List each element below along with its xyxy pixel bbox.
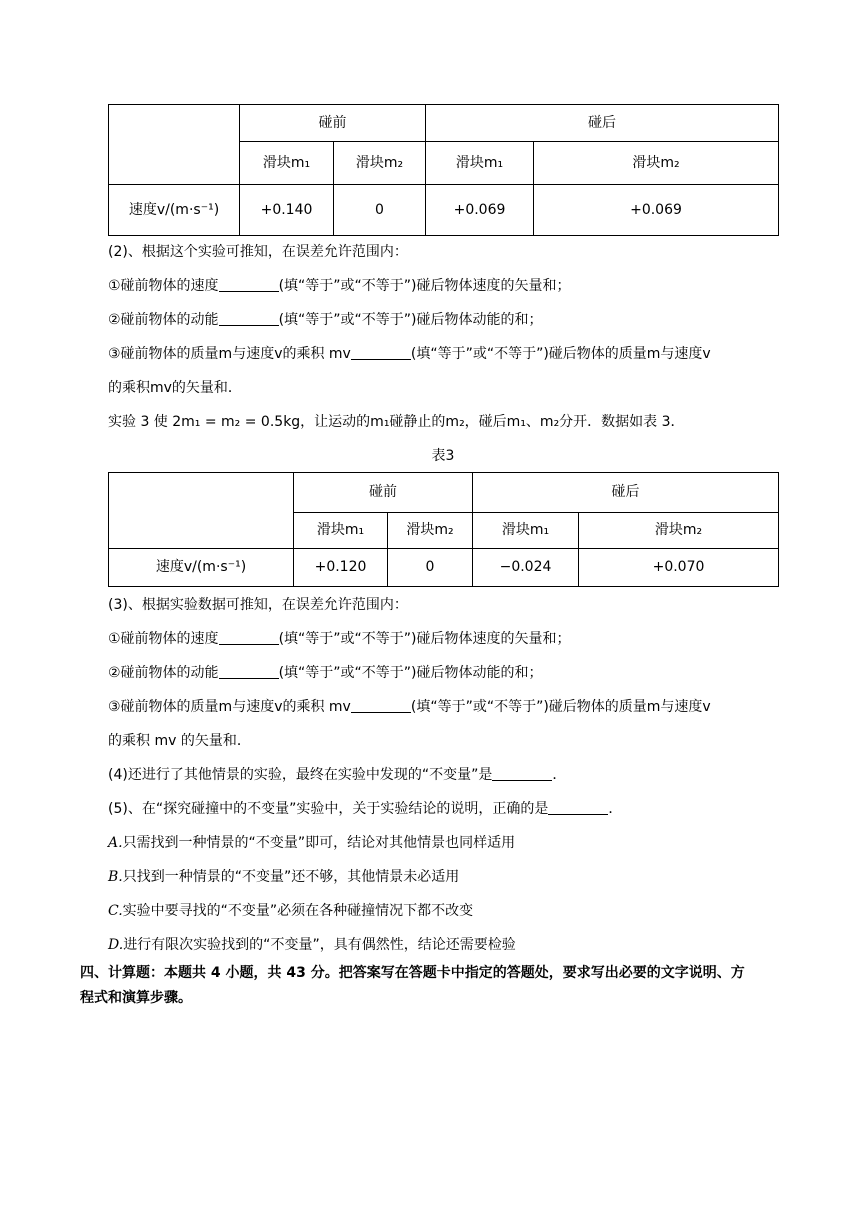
header-slider-m2: 滑块m₂ <box>334 142 426 185</box>
q2-item-3-continued: 的乘积mv的矢量和． <box>108 380 242 396</box>
section-4-heading-line-1: 四、计算题：本题共 4 小题，共 43 分。把答案写在答题卡中指定的答题处，要求写出必要的文字说明、方 <box>80 965 745 981</box>
q3-item-3 <box>108 697 711 717</box>
data-table-3 <box>108 472 779 587</box>
answer-blank[interactable] <box>351 345 411 360</box>
q3-item-2-text-b: (填“等于”或“不等于”)碰后物体动能的和； <box>278 665 543 681</box>
q2-item-2-text-b: (填“等于”或“不等于”)碰后物体动能的和； <box>278 312 543 328</box>
header-slider-m1: 滑块m₁ <box>294 513 388 549</box>
q2-intro: (2)、根据这个实验可推知，在误差允许范围内： <box>108 244 408 260</box>
header-before: 碰前 <box>240 105 426 142</box>
header-slider-m2: 滑块m₂ <box>534 142 779 185</box>
q5-text-b: ． <box>608 801 623 817</box>
q2-item-2 <box>108 310 543 330</box>
table-cell: 0 <box>388 549 473 587</box>
q5-option-c[interactable] <box>108 901 473 921</box>
q2-item-3 <box>108 344 711 364</box>
table-corner-cell <box>109 105 240 185</box>
row-label-velocity: 速度v/(m·s⁻¹) <box>109 185 240 236</box>
q3-item-3-text-a: ③碰前物体的质量m与速度v的乘积 mv <box>108 699 351 715</box>
answer-blank[interactable] <box>219 311 279 326</box>
q3-item-1 <box>108 629 571 649</box>
q2-item-1 <box>108 276 571 296</box>
q2-item-1-text-a: ①碰前物体的速度 <box>108 278 219 294</box>
experiment-3-description: 实验 3 使 2m₁ = m₂ = 0.5kg，让运动的m₁碰静止的m₂，碰后m₁、m₂分开．数据如表 3． <box>108 414 685 430</box>
answer-blank[interactable] <box>351 698 411 713</box>
table-cell: +0.140 <box>240 185 334 236</box>
table-cell: 0 <box>334 185 426 236</box>
option-text: 只找到一种情景的“不变量”还不够，其他情景未必适用 <box>122 869 460 885</box>
q5 <box>108 799 622 819</box>
q2-item-1-text-b: (填“等于”或“不等于”)碰后物体速度的矢量和； <box>278 278 571 294</box>
row-label-velocity: 速度v/(m·s⁻¹) <box>109 549 294 587</box>
data-table-2 <box>108 104 779 236</box>
header-before: 碰前 <box>294 473 473 513</box>
q5-option-d[interactable] <box>108 935 516 955</box>
option-letter: B. <box>108 869 123 885</box>
header-slider-m2: 滑块m₂ <box>579 513 779 549</box>
q4-text-a: (4)还进行了其他情景的实验，最终在实验中发现的“不变量”是 <box>108 767 493 783</box>
answer-blank[interactable] <box>548 800 608 815</box>
table-corner-cell <box>109 473 294 549</box>
header-slider-m1: 滑块m₁ <box>240 142 334 185</box>
option-text: 实验中要寻找的“不变量”必须在各种碰撞情况下都不改变 <box>122 903 474 919</box>
table-cell: +0.070 <box>579 549 779 587</box>
header-slider-m2: 滑块m₂ <box>388 513 473 549</box>
q5-option-a[interactable] <box>108 833 515 853</box>
q2-item-3-text-b: (填“等于”或“不等于”)碰后物体的质量m与速度v <box>410 346 711 362</box>
table-cell: +0.069 <box>426 185 534 236</box>
header-slider-m1: 滑块m₁ <box>426 142 534 185</box>
q3-item-3-continued: 的乘积 mv 的矢量和． <box>108 733 251 749</box>
q3-item-1-text-b: (填“等于”或“不等于”)碰后物体速度的矢量和； <box>278 631 571 647</box>
q4 <box>108 765 566 785</box>
q3-item-2 <box>108 663 543 683</box>
header-slider-m1: 滑块m₁ <box>473 513 579 549</box>
answer-blank[interactable] <box>219 630 279 645</box>
header-after: 碰后 <box>473 473 779 513</box>
table-cell: +0.069 <box>534 185 779 236</box>
q5-text-a: (5)、在“探究碰撞中的不变量”实验中，关于实验结论的说明，正确的是 <box>108 801 549 817</box>
q3-item-1-text-a: ①碰前物体的速度 <box>108 631 219 647</box>
answer-blank[interactable] <box>219 664 279 679</box>
q5-option-b[interactable] <box>108 867 459 887</box>
q4-text-b: ． <box>552 767 567 783</box>
table-cell: +0.120 <box>294 549 388 587</box>
q3-item-3-text-b: (填“等于”或“不等于”)碰后物体的质量m与速度v <box>410 699 711 715</box>
q3-intro: (3)、根据实验数据可推知，在误差允许范围内： <box>108 597 408 613</box>
option-letter: A. <box>108 835 123 851</box>
answer-blank[interactable] <box>219 277 279 292</box>
q2-item-3-text-a: ③碰前物体的质量m与速度v的乘积 mv <box>108 346 351 362</box>
option-text: 只需找到一种情景的“不变量”即可，结论对其他情景也同样适用 <box>122 835 516 851</box>
q3-item-2-text-a: ②碰前物体的动能 <box>108 665 219 681</box>
answer-blank[interactable] <box>492 766 552 781</box>
section-4-heading-line-2: 程式和演算步骤。 <box>80 990 192 1006</box>
option-letter: C. <box>108 903 123 919</box>
option-text: 进行有限次实验找到的“不变量”，具有偶然性，结论还需要检验 <box>123 937 516 953</box>
table-3-caption: 表3 <box>431 448 455 464</box>
header-after: 碰后 <box>426 105 779 142</box>
q2-item-2-text-a: ②碰前物体的动能 <box>108 312 219 328</box>
option-letter: D. <box>108 937 124 953</box>
table-cell: −0.024 <box>473 549 579 587</box>
